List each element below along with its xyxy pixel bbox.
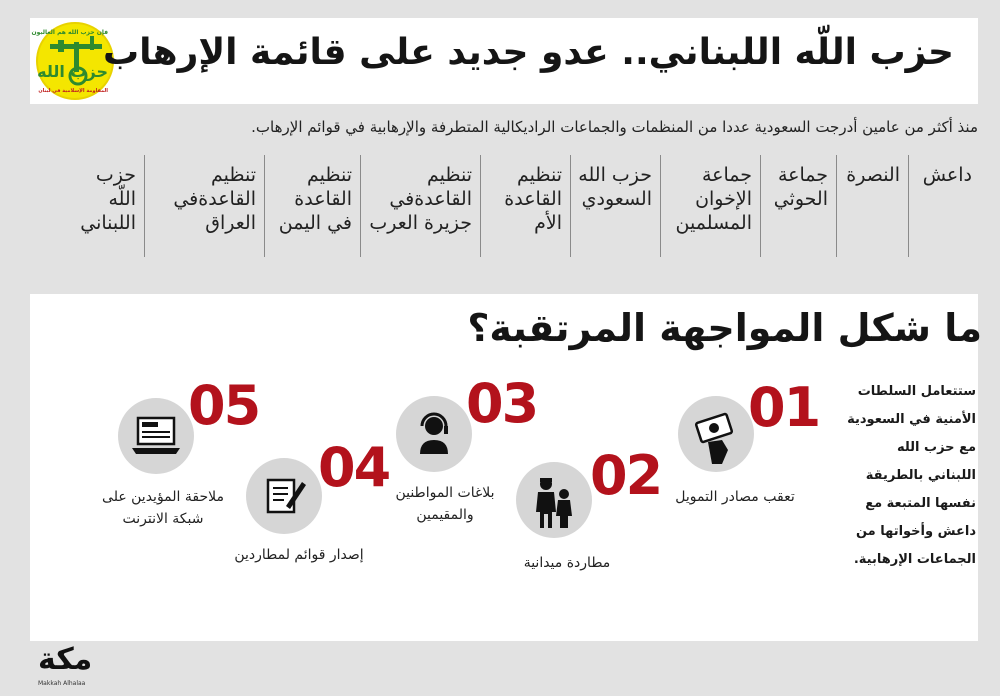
confrontation-title: ما شكل المواجهة المرتقبة؟ [467,306,982,350]
terror-groups-list [40,155,980,257]
step-number: 01 [748,376,820,439]
step-number: 03 [466,372,538,435]
step-number: 05 [188,374,260,437]
page-title: حزب اللّه اللبناني.. عدو جديد على قائمة الإرهاب [102,32,954,73]
group-item: النصرة [836,155,908,257]
step-caption: تعقب مصادر التمويل [675,489,795,505]
logo-top-text: فإن حزب الله هم الغالبون [31,29,108,36]
footer-brand: مكة [38,642,93,677]
group-item: تنظيم القاعدةفي جزيرة العرب [360,155,480,257]
group-item: تنظيم القاعدة في اليمن [264,155,360,257]
group-item: تنظيم القاعدة الأم [480,155,570,257]
step-number: 04 [318,436,390,499]
logo-bottom-text: المقاومة الإسلامية في لبنان [38,88,108,94]
step-caption: مطاردة ميدانية [523,555,611,571]
confrontation-summary: ستتعامل السلطات الأمنية في السعودية مع حزب الله اللبناني بالطريقة نفسها المتبعة مع داعش وأخواتها من الجماعات الإرهابية. [847,384,976,567]
group-item: داعش [908,155,980,257]
group-item: حزب الله السعودي [570,155,660,257]
intro-text: منذ أكثر من عامين أدرجت السعودية عددا من المنظمات والجماعات الراديكالية المتطرفة والإرهابية في قوائم الإرهاب. [251,118,978,136]
step-caption: ملاحقة المؤيدين على شبكة الانترنت [102,489,224,527]
group-item: تنظيم القاعدةفي العراق [144,155,264,257]
footer-subtitle: Makkah Alhalaa [38,680,86,687]
step-05 [104,374,304,574]
group-item: حزب اللّه اللبناني [80,164,136,234]
step-number: 02 [590,444,662,507]
step-caption: بلاغات المواطنين والمقيمين [395,485,495,523]
group-item: جماعة الإخوان المسلمين [660,155,760,257]
logo-name: حزب الله [37,62,108,81]
laptop-news-icon [118,398,194,474]
group-item: جماعة الحوثي [760,155,836,257]
step-caption: إصدار قوائم لمطاردين [234,547,364,563]
header-banner [30,18,978,104]
makkah-logo [38,642,148,688]
